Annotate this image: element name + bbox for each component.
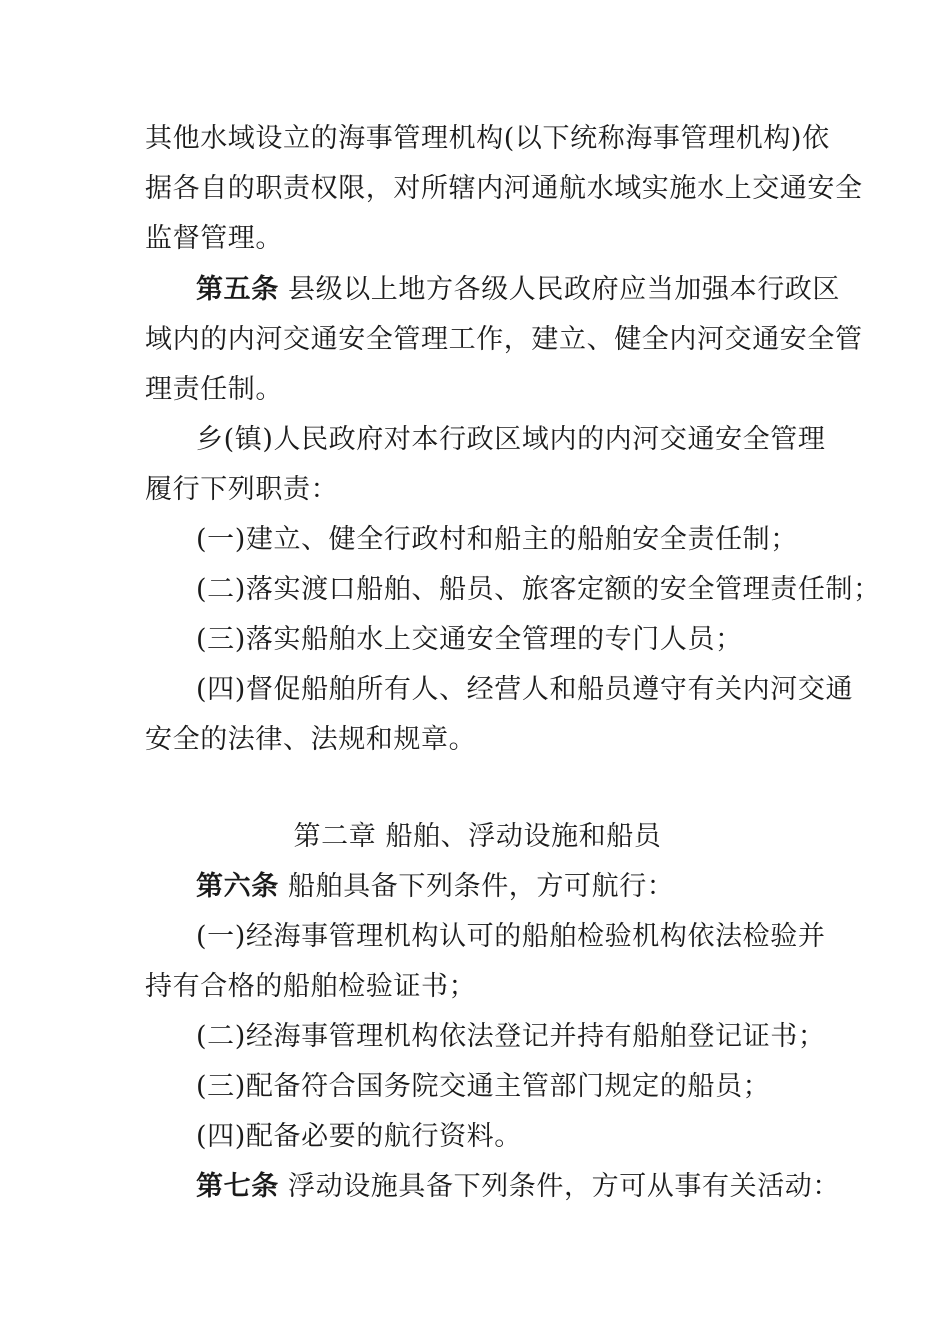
list-item: (二)经海事管理机构依法登记并持有船舶登记证书； — [196, 1021, 826, 1052]
list-item: (四)配备必要的航行资料。 — [196, 1121, 522, 1152]
list-item: (二)落实渡口船舶、船员、旅客定额的安全管理责任制； — [196, 574, 881, 605]
article-text: 船舶具备下列条件，方可航行： — [278, 871, 675, 902]
list-item: (三)配备符合国务院交通主管部门规定的船员； — [196, 1071, 771, 1102]
text-line: 域内的内河交通安全管理工作，建立、健全内河交通安全管 — [145, 324, 863, 355]
article-text: 浮动设施具备下列条件，方可从事有关活动： — [278, 1171, 840, 1202]
article-5-line — [196, 273, 840, 307]
text-line: 乡(镇)人民政府对本行政区域内的内河交通安全管理 — [196, 424, 826, 455]
list-item: (一)建立、健全行政村和船主的船舶安全责任制； — [196, 524, 798, 555]
text-line: 监督管理。 — [145, 223, 283, 254]
text-line: 理责任制。 — [145, 374, 283, 405]
text-line: 其他水域设立的海事管理机构(以下统称海事管理机构)依 — [145, 123, 830, 154]
article-6-line — [196, 870, 810, 904]
article-number: 第七条 — [196, 1171, 279, 1202]
article-7-line — [196, 1170, 840, 1204]
text-line: 持有合格的船舶检验证书； — [145, 971, 477, 1002]
text-line: 安全的法律、法规和规章。 — [145, 724, 477, 755]
chapter-heading: 第二章 船舶、浮动设施和船员 — [293, 821, 662, 852]
article-text: 县级以上地方各级人民政府应当加强本行政区 — [278, 274, 840, 305]
list-item: (四)督促船舶所有人、经营人和船员遵守有关内河交通 — [196, 674, 854, 705]
text-line: 履行下列职责： — [145, 474, 339, 505]
list-item: (三)落实船舶水上交通安全管理的专门人员； — [196, 624, 743, 655]
article-number: 第五条 — [196, 274, 279, 305]
article-number: 第六条 — [196, 871, 279, 902]
text-line: 据各自的职责权限，对所辖内河通航水域实施水上交通安全 — [145, 173, 863, 204]
list-item: (一)经海事管理机构认可的船舶检验机构依法检验并 — [196, 921, 826, 952]
